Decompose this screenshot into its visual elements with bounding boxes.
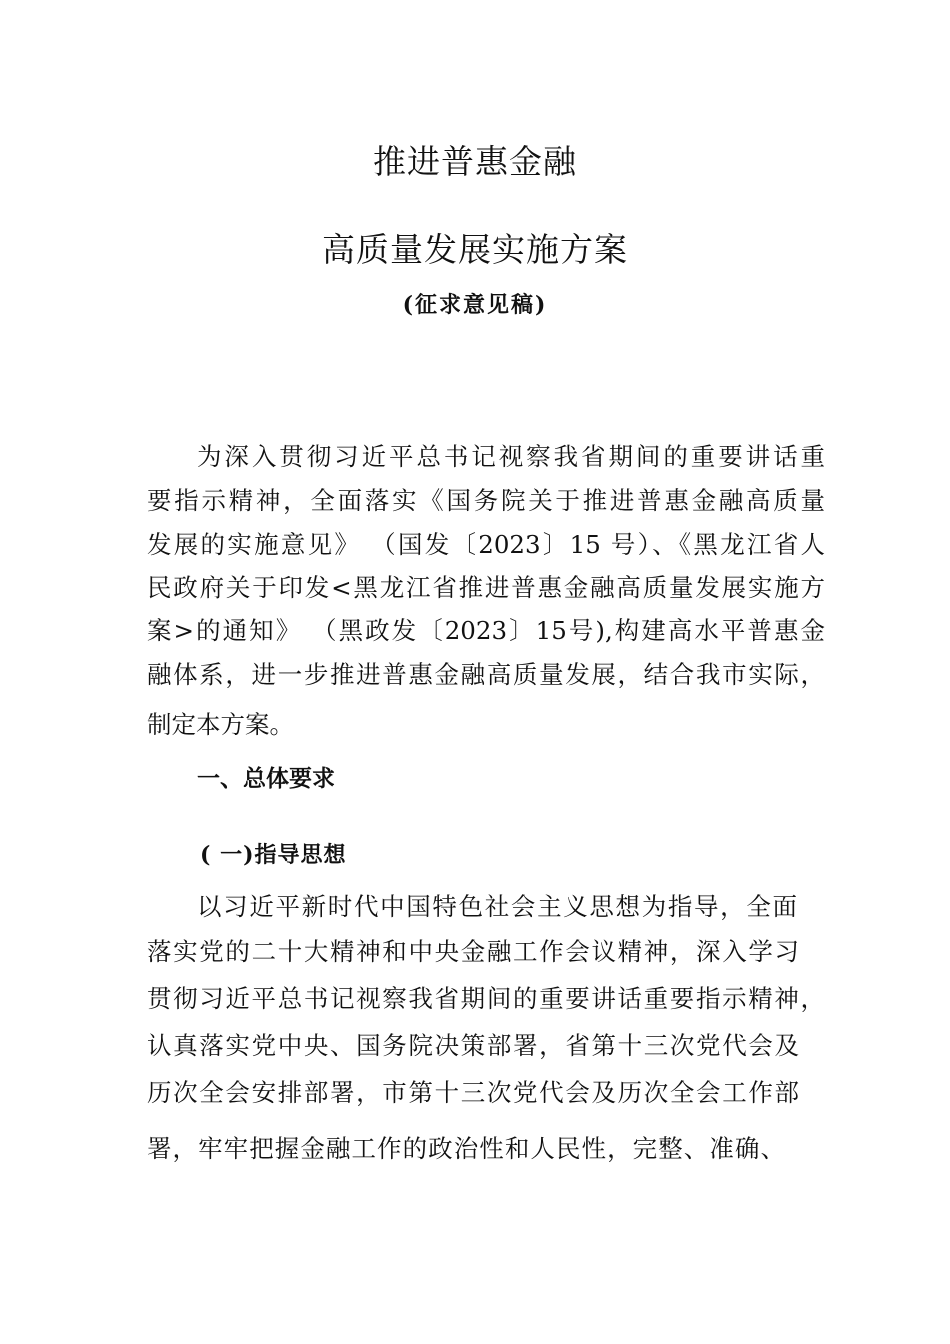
document-subtitle: (征求意见稿) bbox=[402, 292, 548, 318]
intro-line: 融体系，进一步推进普惠金融高质量发展，结合我市实际， bbox=[147, 660, 825, 689]
section-heading: 一、总体要求 bbox=[197, 766, 335, 792]
guide-line: 贯彻习近平总书记视察我省期间的重要讲话重要指示精神， bbox=[147, 984, 825, 1013]
guide-line: 认真落实党中央、国务院决策部署，省第十三次党代会及 bbox=[147, 1031, 799, 1060]
intro-line: 发展的实施意见》 （国发〔2023〕15 号）、《黑龙江省人 bbox=[147, 530, 825, 559]
intro-line: 案>的通知》 （黑政发〔2023〕15号),构建高水平普惠金 bbox=[147, 616, 825, 645]
guide-line: 历次全会安排部署，市第十三次党代会及历次全会工作部 bbox=[147, 1078, 799, 1107]
document-title-line-1: 推进普惠金融 bbox=[373, 142, 577, 181]
guide-line: 署，牢牢把握金融工作的政治性和人民性，完整、准确、 bbox=[147, 1134, 785, 1163]
guide-line: 落实党的二十大精神和中央金融工作会议精神，深入学习 bbox=[147, 937, 799, 966]
guide-line: 以习近平新时代中国特色社会主义思想为指导，全面 bbox=[197, 892, 797, 921]
intro-line: 要指示精神，全面落实《国务院关于推进普惠金融高质量 bbox=[147, 486, 825, 515]
subsection-heading: ( 一)指导思想 bbox=[200, 842, 347, 868]
intro-line: 制定本方案。 bbox=[147, 710, 294, 739]
intro-line: 为深入贯彻习近平总书记视察我省期间的重要讲话重 bbox=[197, 442, 825, 471]
document-title-line-2: 高质量发展实施方案 bbox=[322, 230, 628, 269]
intro-line: 民政府关于印发<黑龙江省推进普惠金融高质量发展实施方 bbox=[147, 573, 825, 602]
